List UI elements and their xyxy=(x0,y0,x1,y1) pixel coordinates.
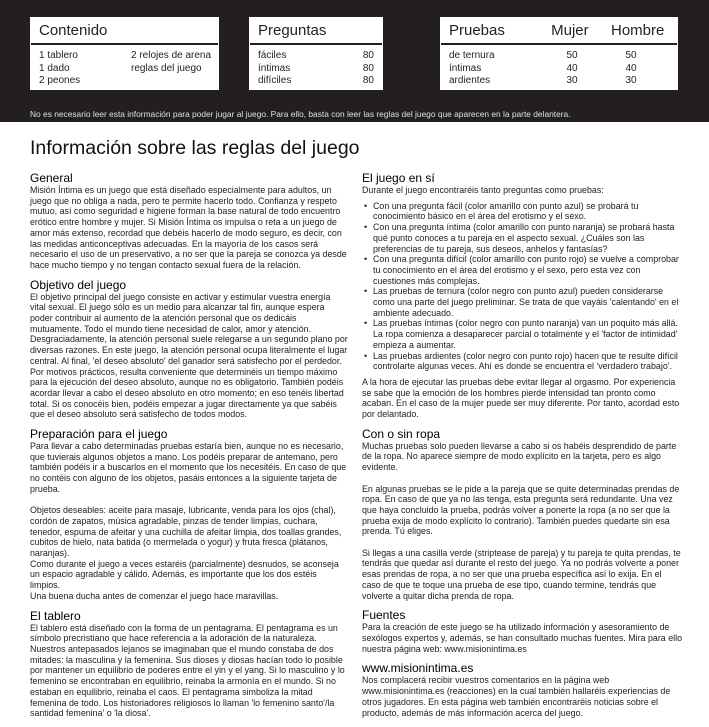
section-text: Una buena ducha antes de comenzar el juego hace maravillas. xyxy=(30,590,279,601)
rules-list xyxy=(362,201,682,372)
section-heading: Con o sin ropa xyxy=(362,426,441,441)
section-text: El tablero está diseñado con la forma de un pentagrama. El pentagrama es un símbolo precristiano que hace referencia a la adoración de la naturaleza. Nuestros antepasados lejanos se imaginaban que el mundo constaba de dos mitades: la masculina y la femenina. Sus dioses y diosas hacían todo lo posible por mantener un equilibrio de poderes entre el yin y el yang. Si lo masculino y lo femenino se encontraban en equilibrio, reinaba la armonía en el mundo. Si no estaban en equilibrio, reinaba el caos. El pentagrama simboliza la mitad femenina de todo. Los historiadores religiosos lo llaman 'lo femenino santo'/la santidad femenina' o 'la diosa'. xyxy=(30,622,345,719)
contenido-item: 1 dado xyxy=(39,62,70,74)
section-juego-en-si xyxy=(362,172,682,420)
pruebas-row: de ternura 50 50 xyxy=(449,50,637,61)
preguntas-title: Preguntas xyxy=(250,18,382,45)
section-text: Muchas pruebas solo pueden llevarse a cabo si os habéis desprendido de parte de la ropa. No aparece siempre de modo explícito en la tarjeta, pero es algo evidente. xyxy=(362,440,677,473)
section-text: A la hora de ejecutar las pruebas debe evitar llegar al orgasmo. Por experiencia se sabe que la emoción de los hombres pierde intensidad tan pronto como acaban. En el caso de la mujer puede ser muy diferente. Por tanto, acordad esto por delantado. xyxy=(362,376,680,420)
contenido-item: reglas del juego xyxy=(131,62,202,74)
contenido-item: 2 peones xyxy=(39,75,81,86)
section-heading: Fuentes xyxy=(362,608,406,623)
left-column xyxy=(30,172,348,727)
col-hombre: Hombre xyxy=(611,22,665,39)
list-item: • Las pruebas ardientes (color negro con punto rojo) hacen que te resulte difícil controlarte algunas veces. Ahí es donde se encuentra el 'verdadero trabajo'. xyxy=(362,351,682,372)
section-heading: El juego en sí xyxy=(362,171,435,185)
preguntas-box xyxy=(249,17,383,90)
contenido-item: 2 relojes de arena xyxy=(131,50,212,61)
section-text: Durante el juego encontraréis tanto preguntas como pruebas: xyxy=(362,185,604,195)
list-item: • Con una pregunta difícil (color amarillo con punto rojo) se vuelve a comprobar tu conocimiento en el área del erotismo y el sexo, pero esta vez con cuestiones más complejas. xyxy=(362,254,682,286)
section-text: El objetivo principal del juego consiste en activar y estimular vuestra energía vital sexual. El juego sólo es un medio para alcanzar tal fin, aunque espera poder contribuir al aumento de la atención personal que os dedicáis mutuamente. Todo el mundo tiene necesidad de calor, amor y atención. Desgraciadamente, la atención personal suele relegarse a un segundo plano por diversas razones. En este juego, la atención personal ocupa literalmente el lugar central. Al final, 'el deseo absoluto' del ganador será satisfecho por el perdedor. Por motivos prácticos, resulta conveniente que determinéis un tiempo máximo para la ejecución del deseo absoluto, aunque no es obligatorio. También podéis acordar llevar a cabo el deseo absoluto en otro momento; en eso tenéis libertad total. Si os conocéis bien, podéis empezar a jugar directamente ya que sabéis que el deseo absoluto será satisfecho de todos modos. xyxy=(30,291,348,420)
section-heading: Objetivo del juego xyxy=(30,277,127,292)
right-column xyxy=(362,172,682,726)
section-fuentes xyxy=(362,609,682,654)
pruebas-row: ardientes 30 30 xyxy=(449,75,637,86)
list-item: • Las pruebas de ternura (color negro con punto azul) pueden considerarse como una parte del juego preliminar. Se trata de que vayáis 'calentando' en el ambiente adecuado. xyxy=(362,286,682,318)
preguntas-row: difíciles 80 xyxy=(258,75,374,86)
section-heading: Preparación para el juego xyxy=(30,427,168,442)
section-text: Para llevar a cabo determinadas pruebas estaría bien, aunque no es necesario, que tuvierais algunos objetos a mano. Los podéis preparar de antemano, pero también podéis ir a buscarlos en el momento que los necesitéis. En caso de que no contéis con alguno de los objetos, pasáis entonces a la siguiente tarjeta de prueba. xyxy=(30,441,347,494)
section-preparacion xyxy=(30,428,348,602)
section-text: En algunas pruebas se le pide a la pareja que se quite determinadas prendas de ropa. En caso de que ya no las tenga, esta pregunta será redundante. Una vez que haya concluido la prueba, podrás volver a ponerte la ropa (a no ser que la prueba exija de modo explícito lo contrario). También puedes quedarte sin esa prenda. Tú eliges. xyxy=(362,483,680,537)
website-heading: www.misionintima.es xyxy=(362,661,474,676)
page-title: Información sobre las reglas del juego xyxy=(30,137,360,159)
section-general xyxy=(30,172,348,271)
section-text: Como durante el juego a veces estaréis (parcialmente) desnudos, se aconseja un espacio agradable y cálido. Además, es importante que los dos estéis limpios. xyxy=(30,558,339,591)
section-objetivo xyxy=(30,279,348,420)
pruebas-row: íntimas 40 40 xyxy=(449,62,637,74)
contenido-title: Contenido xyxy=(31,18,218,45)
section-heading: General xyxy=(30,171,73,185)
contenido-box xyxy=(30,17,219,90)
section-web xyxy=(362,662,682,718)
col-mujer: Mujer xyxy=(551,22,589,39)
section-ropa xyxy=(362,428,682,602)
section-text: Misión Íntima es un juego que está diseñado especialmente para adultos, un juego que no obliga a nada, pero te permite hacerlo todo. Confianza y respeto mutuo, así como seguridad e higiene forman la base natural de todo encuentro erótico entre hombre y mujer. Si Misión Íntima os impulsa o reta a un juego de amor más extenso, recordad que debéis hacerlo de modo seguro, es decir, con las medidas anticonceptivas adecuadas. En la mayoría de los casos será necesario el uso de un preservativo, a no ser que la pareja se conozca ya desde hace mucho tiempo y no tengan contacto sexual fuera de la relación. xyxy=(30,185,347,270)
section-tablero xyxy=(30,610,348,719)
section-heading: El tablero xyxy=(30,608,81,623)
pruebas-title: Pruebas xyxy=(449,22,505,39)
list-item: • Con una pregunta íntima (color amarillo con punto naranja) se probará hasta qué punto conoces a tu pareja en el aspecto sexual. ¿Cuáles son las preferencias de tu pareja, sus deseos, anhelos y fantasías? xyxy=(362,222,682,254)
preguntas-row: fáciles 80 xyxy=(258,50,374,61)
list-item: • Las pruebas íntimas (color negro con punto naranja) van un poquito más allá. La ropa comienza a desaparecer parcial o totalmente y el 'factor de intimidad' empieza a aumentar. xyxy=(362,318,682,350)
list-item: • Con una pregunta fácil (color amarillo con punto azul) se probará tu conocimiento básico en el área del erotismo y el sexo. xyxy=(362,201,682,222)
section-text: Si llegas a una casilla verde (striptease de pareja) y tu pareja te quita prendas, te tendrás que quedar así durante el resto del juego. Ya no podrás volverte a poner esas prendas de ropa, a no ser que una prueba específica así lo exija. En el caso de que te toque una prueba de ese tipo, cuando termine, tendrás que volverte a quitar dicha prenda de ropa. xyxy=(362,547,681,601)
pruebas-box xyxy=(440,17,678,90)
section-text: Nos complacerá recibir vuestros comentarios en la página web www.misionintima.es (reacciones) en la cual también hallaréis experiencias de otros jugadores. En esta página web también encontraréis noticias sobre el producto, además de más información acerca del juego. xyxy=(362,675,671,718)
section-text: Objetos deseables: aceite para masaje, lubricante, venda para los ojos (chal), cordón de zapatos, música agradable, pinzas de tender limpias, cuchara, tenedor, espuma de afeitar y una cuchilla de afeitar limpia, dos toallas grandes, cubitos de hielo, nata batida (o mermelada o yogur) y fruta fresca (plátanos, naranjas). xyxy=(30,505,342,559)
section-text: Para la creación de este juego se ha utilizado información y asesoramiento de sexólogos expertos y, además, se han consultado muchas fuentes. Mira para ello nuestra página web: www.misionintima.es xyxy=(362,622,683,654)
preguntas-row: íntimas 80 xyxy=(258,62,374,74)
notice-text: No es necesario leer esta información para poder jugar al juego. Para ello, basta con leer las reglas del juego que aparecen en la parte delantera. xyxy=(30,109,571,119)
pruebas-header xyxy=(441,18,677,45)
contenido-item: 1 tablero xyxy=(39,50,78,61)
